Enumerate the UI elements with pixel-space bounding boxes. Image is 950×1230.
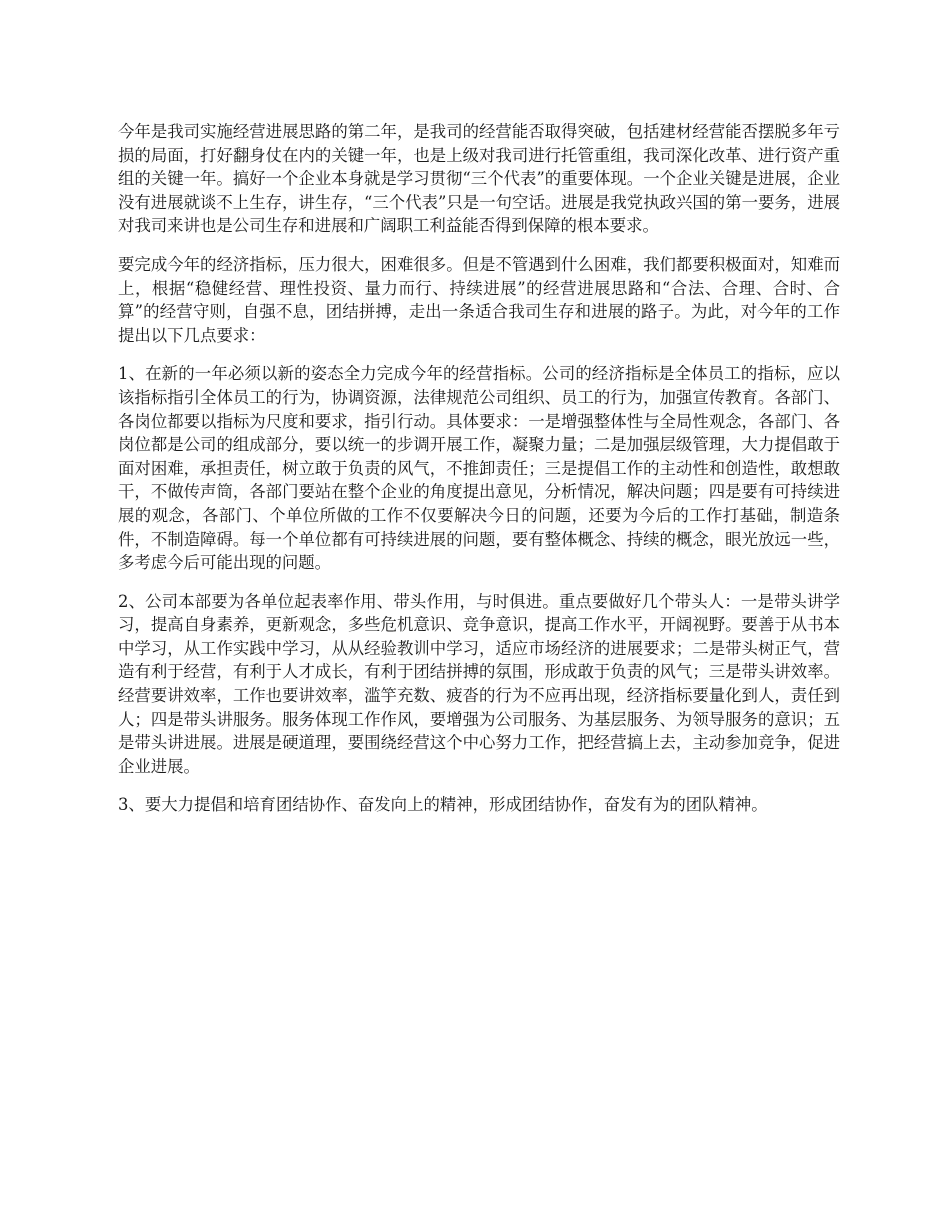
document-page [118, 120, 840, 832]
paragraph-3: 1、在新的一年必须以新的姿态全力完成今年的经营指标。公司的经济指标是全体员工的指标，应以该指标指引全体员工的行为，协调资源，法律规范公司组织、员工的行为，加强宣传教育。各部门、各岗位都要以指标为尺度和要求，指引行动。具体要求：一是增强整体性与全局性观念，各部门、各岗位都是公司的组成部分，要以统一的步调开展工作，凝聚力量；二是加强层级管理，大力提倡敢于面对困难，承担责任，树立敢于负责的风气，不推卸责任；三是提倡工作的主动性和创造性，敢想敢干，不做传声筒，各部门要站在整个企业的角度提出意见，分析情况，解决问题；四是要有可持续进展的观念，各部门、个单位所做的工作不仅要解决今日的问题，还要为今后的工作打基础，制造条件，不制造障碍。每一个单位都有可持续进展的问题，要有整体概念、持续的概念，眼光放远一些，多考虑今后可能出现的问题。 [118, 364, 840, 573]
paragraph-4: 2、公司本部要为各单位起表率作用、带头作用，与时俱进。重点要做好几个带头人：一是带头讲学习，提高自身素养，更新观念，多些危机意识、竞争意识，提高工作水平，开阔视野。要善于从书本中学习，从工作实践中学习，从从经验教训中学习，适应市场经济的进展要求；二是带头树正气，营造有利于经营，有利于人才成长，有利于团结拼搏的氛围，形成敢于负责的风气；三是带头讲效率。经营要讲效率，工作也要讲效率，滥竽充数、疲沓的行为不应再出现，经济指标要量化到人，责任到人；四是带头讲服务。服务体现工作作风，要增强为公司服务、为基层服务、为领导服务的意识；五是带头讲进展。进展是硬道理，要围绕经营这个中心努力工作，把经营搞上去，主动参加竞争，促进企业进展。 [118, 591, 840, 776]
paragraph-2: 要完成今年的经济指标，压力很大，困难很多。但是不管遇到什么困难，我们都要积极面对，知难而上，根据“稳健经营、理性投资、量力而行、持续进展”的经营进展思路和“合法、合理、合时、合算”的经营守则，自强不息，团结拼搏，走出一条适合我司生存和进展的路子。为此，对今年的工作提出以下几点要求： [118, 254, 840, 345]
paragraph-1: 今年是我司实施经营进展思路的第二年，是我司的经营能否取得突破，包括建材经营能否摆脱多年亏损的局面，打好翻身仗在内的关键一年，也是上级对我司进行托管重组，我司深化改革、进行资产重组的关键一年。搞好一个企业本身就是学习贯彻“三个代表”的重要体现。一个企业关键是进展，企业没有进展就谈不上生存，讲生存，“三个代表”只是一句空话。进展是我党执政兴国的第一要务，进展对我司来讲也是公司生存和进展和广阔职工利益能否得到保障的根本要求。 [118, 122, 840, 236]
paragraph-5: 3、要大力提倡和培育团结协作、奋发向上的精神，形成团结协作，奋发有为的团队精神。 [118, 795, 768, 815]
